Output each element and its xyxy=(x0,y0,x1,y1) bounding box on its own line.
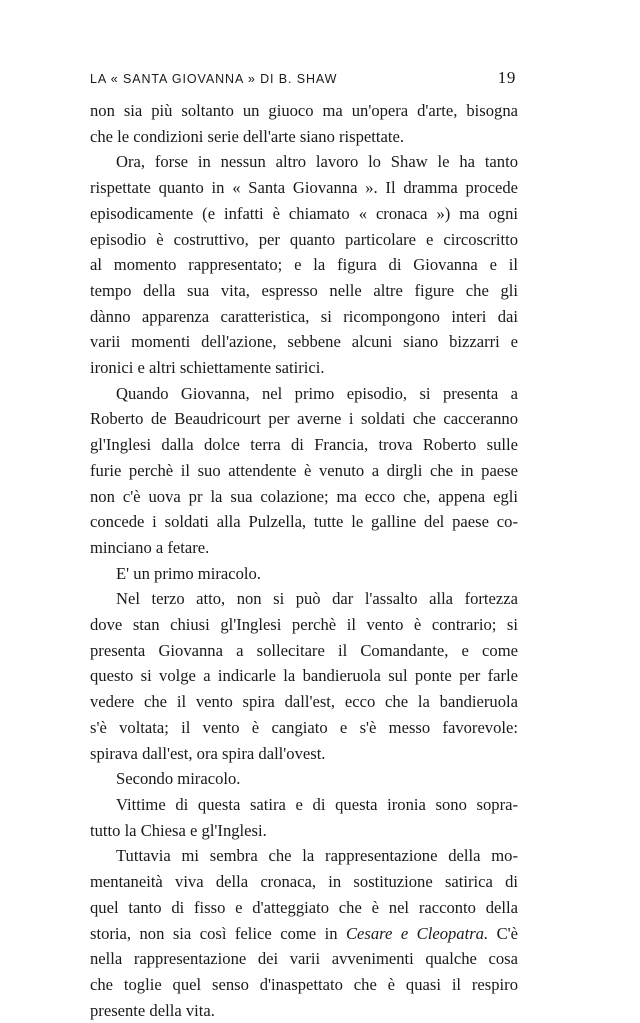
line-text: che toglie quel senso d'inaspettato che è quasi il respiro xyxy=(90,974,518,994)
line-text: furie perchè il suo attendente è venuto a dirgli che in paese xyxy=(90,460,518,480)
paragraph xyxy=(90,766,518,792)
text-line xyxy=(90,149,518,175)
text-line xyxy=(90,278,518,304)
text-line xyxy=(90,381,518,407)
text-line xyxy=(90,741,518,767)
text-line xyxy=(90,252,518,278)
paragraph xyxy=(90,381,518,561)
line-text: varii momenti dell'azione, sebbene alcuni siano bizzarri e xyxy=(90,332,518,352)
running-head xyxy=(90,68,518,98)
text-line xyxy=(90,766,518,792)
text-line xyxy=(90,561,518,587)
text-line xyxy=(90,535,518,561)
line-text: minciano a fetare. xyxy=(90,537,210,557)
line-text: s'è voltata; il vento è cangiato e s'è messo favorevole: xyxy=(90,717,518,737)
text-line xyxy=(90,818,518,844)
text-line xyxy=(90,586,518,612)
text-line xyxy=(90,921,518,947)
line-text: al momento rappresentato; e la figura di Giovanna e il xyxy=(90,255,518,275)
text-line xyxy=(90,458,518,484)
line-text: questo si volge a indicarle la bandieruola sul ponte per farle xyxy=(90,666,518,686)
line-text: tutto la Chiesa e gl'Inglesi. xyxy=(90,820,267,840)
line-text: vedere che il vento spira dall'est, ecco che la bandieruola xyxy=(90,692,518,712)
line-text-after: C'è xyxy=(488,923,518,943)
text-line xyxy=(90,406,518,432)
text-line xyxy=(90,484,518,510)
running-title: LA « SANTA GIOVANNA » DI B. SHAW xyxy=(90,72,338,86)
text-line xyxy=(90,304,518,330)
text-line xyxy=(90,792,518,818)
text-line xyxy=(90,895,518,921)
line-text: spirava dall'est, ora spira dall'ovest. xyxy=(90,743,326,763)
text-line xyxy=(90,329,518,355)
text-line xyxy=(90,98,518,124)
line-text: Nel terzo atto, non si può dar l'assalto alla fortezza xyxy=(116,589,518,609)
line-text: E' un primo miracolo. xyxy=(116,563,261,583)
line-text: nella rappresentazione dei varii avvenimenti qualche cosa xyxy=(90,949,518,969)
body-text xyxy=(90,98,518,1023)
text-line xyxy=(90,509,518,535)
text-line xyxy=(90,355,518,381)
paragraph xyxy=(90,586,518,766)
text-line xyxy=(90,715,518,741)
text-line xyxy=(90,998,518,1023)
text-line xyxy=(90,663,518,689)
book-page xyxy=(90,68,518,1023)
text-line xyxy=(90,946,518,972)
line-text: Tuttavia mi sembra che la rappresentazione della mo- xyxy=(116,846,518,866)
paragraph xyxy=(90,149,518,380)
text-line xyxy=(90,638,518,664)
line-text: tempo della sua vita, espresso nelle altre figure che gli xyxy=(90,280,518,300)
text-line xyxy=(90,843,518,869)
page-number: 19 xyxy=(497,68,516,87)
line-text: che le condizioni serie dell'arte siano rispettate. xyxy=(90,126,404,146)
line-text: mentaneità viva della cronaca, in sostituzione satirica di xyxy=(90,872,518,892)
line-text: episodicamente (e infatti è chiamato « cronaca ») ma ogni xyxy=(90,203,518,223)
paragraph xyxy=(90,561,518,587)
italic-title: Cesare e Cleopatra. xyxy=(345,923,489,943)
line-text: Quando Giovanna, nel primo episodio, si presenta a xyxy=(116,383,518,403)
text-line xyxy=(90,175,518,201)
line-text: rispettate quanto in « Santa Giovanna ». Il dramma procede xyxy=(90,178,518,198)
text-line xyxy=(90,869,518,895)
line-text: storia, non sia così felice come in xyxy=(90,923,346,943)
text-line xyxy=(90,689,518,715)
line-text: Vittime di questa satira e di questa ironia sono sopra- xyxy=(116,794,518,814)
line-text: non c'è uova pr la sua colazione; ma ecco che, appena egli xyxy=(90,486,518,506)
text-line xyxy=(90,432,518,458)
line-text: Roberto de Beaudricourt per averne i soldati che cacceranno xyxy=(90,409,518,429)
line-text: episodio è costruttivo, per quanto particolare e circoscritto xyxy=(90,229,518,249)
line-text: gl'Inglesi dalla dolce terra di Francia, trova Roberto sulle xyxy=(90,435,518,455)
text-line xyxy=(90,201,518,227)
text-line xyxy=(90,227,518,253)
line-text: concede i soldati alla Pulzella, tutte le galline del paese co- xyxy=(90,512,518,532)
line-text: quel tanto di fisso e d'atteggiato che è nel racconto della xyxy=(90,897,518,917)
paragraph xyxy=(90,843,518,1023)
line-text: ironici e altri schiettamente satirici. xyxy=(90,358,325,378)
line-text: dànno apparenza caratteristica, si ricompongono interi dai xyxy=(90,306,518,326)
paragraph xyxy=(90,792,518,843)
line-text: presenta Giovanna a sollecitare il Comandante, e come xyxy=(90,640,518,660)
line-text: dove stan chiusi gl'Inglesi perchè il vento è contrario; si xyxy=(90,615,518,635)
line-text: Secondo miracolo. xyxy=(116,769,241,789)
text-line xyxy=(90,124,518,150)
paragraph xyxy=(90,98,518,149)
text-line xyxy=(90,612,518,638)
line-text: presente della vita. xyxy=(90,1000,215,1020)
line-text: Ora, forse in nessun altro lavoro lo Shaw le ha tanto xyxy=(116,152,518,172)
line-text: non sia più soltanto un giuoco ma un'opera d'arte, bisogna xyxy=(90,101,518,120)
